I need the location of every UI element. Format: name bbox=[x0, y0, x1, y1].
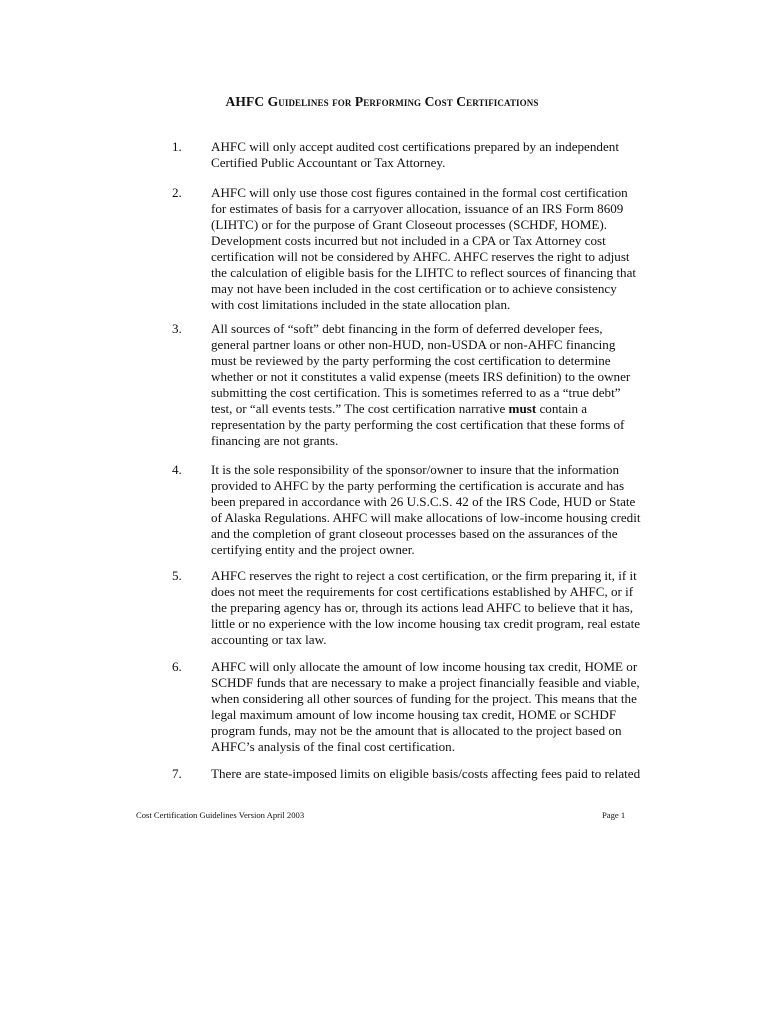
list-item-text bbox=[211, 321, 641, 449]
document-title-text: AHFC Guidelines for Performing Cost Certifications bbox=[225, 94, 539, 109]
list-item-number: 3. bbox=[172, 321, 182, 336]
list-item-emphasis: must bbox=[508, 401, 537, 416]
list-item-text bbox=[211, 462, 641, 558]
list-item-text bbox=[211, 766, 641, 782]
list-item-number: 4. bbox=[172, 462, 182, 477]
list-item-text-body: All sources of “soft” debt financing in the form of deferred developer fees, general partner loans or other non-HUD, non-USDA or non-AHFC financing must be reviewed by the party performing the cost certification to determine whether or not it constitutes a valid expense (meets IRS definition) to the owner submitting the cost certification. This is sometimes referred to as a “true debt” test, or “all events tests.” The cost certification narrative bbox=[211, 321, 631, 416]
document-title bbox=[0, 94, 770, 110]
footer-version: Cost Certification Guidelines Version April 2003 bbox=[136, 810, 305, 820]
list-item-number: 1. bbox=[172, 139, 182, 154]
list-item-text bbox=[211, 659, 641, 755]
footer-page-number: Page 1 bbox=[602, 810, 626, 820]
list-item-number: 6. bbox=[172, 659, 182, 674]
list-item-text-body: AHFC will only accept audited cost certifications prepared by an independent Certified Public Accountant or Tax Attorney. bbox=[211, 139, 619, 170]
list-item-text-body: It is the sole responsibility of the sponsor/owner to insure that the information provided to AHFC by the party performing the certification is accurate and has been prepared in accordance with 26 U.S.C.S. 42 of the IRS Code, HUD or State of Alaska Regulations. AHFC will make allocations of low-income housing credit and the completion of grant closeout processes based on the assurances of the certifying entity and the project owner. bbox=[211, 462, 641, 557]
list-item-text bbox=[211, 568, 641, 648]
list-item-text-body: AHFC will only allocate the amount of low income housing tax credit, HOME or SCHDF funds that are necessary to make a project financially feasible and viable, when considering all other sources of funding for the project. This means that the legal maximum amount of low income housing tax credit, HOME or SCHDF program funds, may not be the amount that is allocated to the project based on AHFC’s analysis of the final cost certification. bbox=[211, 659, 640, 754]
list-item-text-body: AHFC will only use those cost figures contained in the formal cost certification for estimates of basis for a carryover allocation, issuance of an IRS Form 8609 (LIHTC) or for the purpose of Grant Closeout processes (SCHDF, HOME). Development costs incurred but not included in a CPA or Tax Attorney cost certification will not be considered by AHFC. AHFC reserves the right to adjust the calculation of eligible basis for the LIHTC to reflect sources of financing that may not have been included in the cost certification or to achieve consistency with cost limitations included in the state allocation plan. bbox=[211, 185, 637, 312]
list-item-number: 2. bbox=[172, 185, 182, 200]
list-item-text bbox=[211, 139, 641, 171]
list-item-text-body: There are state-imposed limits on eligible basis/costs affecting fees paid to related bbox=[211, 766, 641, 781]
list-item-text bbox=[211, 185, 641, 313]
list-item-text-body: AHFC reserves the right to reject a cost certification, or the firm preparing it, if it does not meet the requirements for cost certifications established by AHFC, or if the preparing agency has or, through its actions lead AHFC to believe that it has, little or no experience with the low income housing tax credit program, real estate accounting or tax law. bbox=[211, 568, 641, 647]
list-item-number: 7. bbox=[172, 766, 182, 781]
list-item-number: 5. bbox=[172, 568, 182, 583]
list-item-text-tail: contain a representation by the party performing the cost certification that these forms of financing are not grants. bbox=[211, 401, 625, 448]
